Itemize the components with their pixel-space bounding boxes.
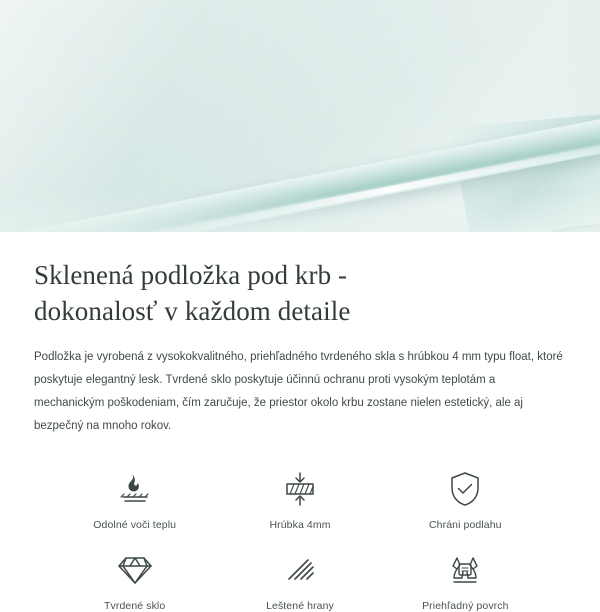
feature-label: Odolné voči teplu [93, 518, 177, 531]
page-title [34, 258, 566, 330]
feature-item-transparent-surface [383, 549, 548, 612]
hero-bottom-fade [0, 192, 600, 232]
shield-check-icon [442, 468, 488, 510]
feature-grid [34, 468, 566, 612]
thickness-arrows-icon [277, 468, 323, 510]
feature-label: Hrúbka 4mm [269, 518, 331, 531]
feature-label: Tvrdené sklo [104, 599, 166, 612]
page-title-line-2: dokonalosť v každom detaile [34, 295, 351, 326]
feature-item-floor-protection [383, 468, 548, 531]
body-paragraph: Podložka je vyrobená z vysokokvalitného, priehľadného tvrdeného skla s hrúbkou 4 mm typu float, ktoré poskytuje elegantný lesk. Tvrdené sklo poskytuje účinnú ochranu proti vysokým teplotám a mechanickým poškodeniam, čím zaručuje, že priestor okolo krbu zostane nielen estetický, ale aj bezpečný na mnoho rokov. [34, 350, 563, 432]
feature-item-heat-resistant [52, 468, 217, 531]
polished-edges-icon [277, 549, 323, 591]
feature-label: Leštené hrany [266, 599, 334, 612]
content-section [0, 232, 600, 612]
flame-heat-icon [112, 468, 158, 510]
feature-item-tempered-glass [52, 549, 217, 612]
clean-hands-cloth-icon [442, 549, 488, 591]
diamond-icon [112, 549, 158, 591]
page-title-line-1: Sklenená podložka pod krb - [34, 260, 348, 290]
feature-item-polished-edges [217, 549, 382, 612]
feature-label: Priehľadný povrch [422, 599, 509, 612]
hero-image [0, 0, 600, 232]
feature-item-thickness [217, 468, 382, 531]
feature-label: Chráni podlahu [429, 518, 502, 531]
